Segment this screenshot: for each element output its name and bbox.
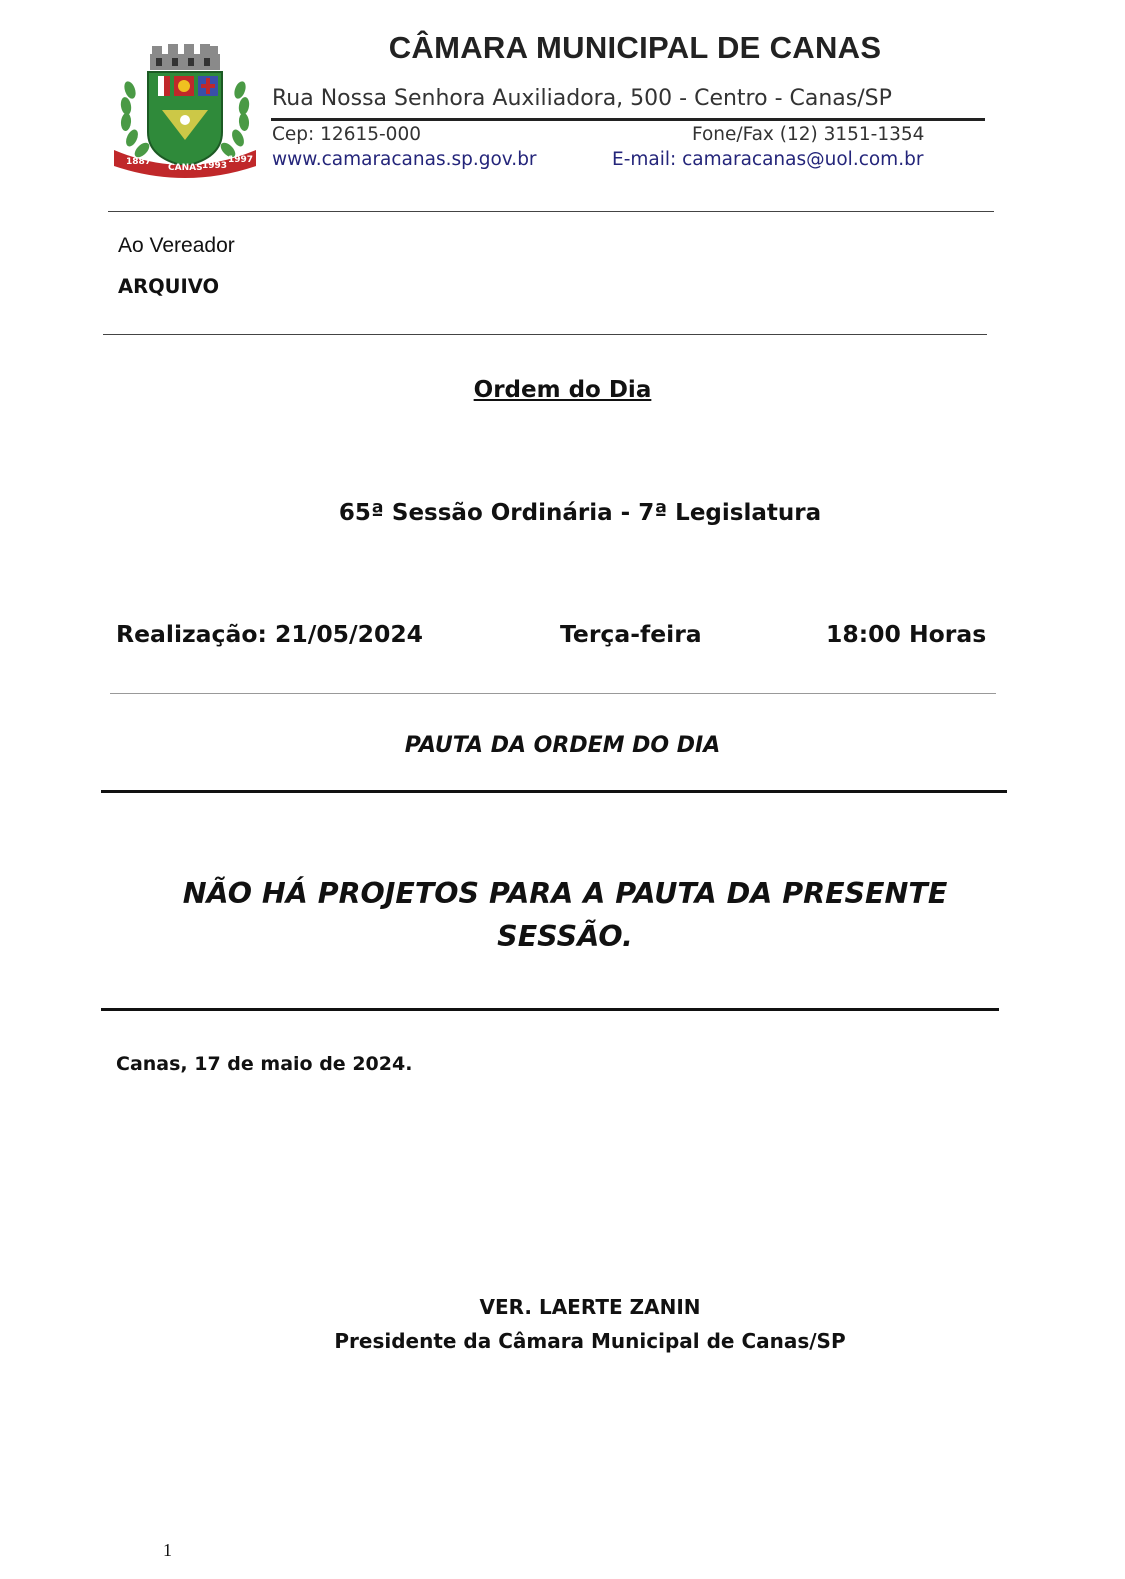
document-title <box>0 377 1125 403</box>
divider-before-agenda <box>110 693 996 694</box>
signer-role: Presidente da Câmara Municipal de Canas/SP <box>334 1329 846 1353</box>
institution-address: Rua Nossa Senhora Auxiliadora, 500 - Centro - Canas/SP <box>272 86 892 111</box>
session-time: 18:00 Horas <box>826 620 987 648</box>
session-date: Realização: 21/05/2024 <box>116 620 424 648</box>
institution-title: CÂMARA MUNICIPAL DE CANAS <box>388 30 882 65</box>
recipient-label: Ao Vereador <box>118 234 235 257</box>
page-number: 1 <box>163 1540 172 1560</box>
document-title-text: Ordem do Dia <box>473 377 652 403</box>
signer-name: VER. LAERTE ZANIN <box>479 1295 701 1319</box>
crest-city-name: CANAS <box>168 163 203 173</box>
phone-fax: Fone/Fax (12) 3151-1354 <box>692 124 925 145</box>
crest-year-right: 1997 <box>228 155 254 165</box>
mural-crown-icon <box>150 44 220 70</box>
shield-icon <box>148 72 222 166</box>
session-weekday: Terça-feira <box>560 620 702 648</box>
postal-code: Cep: 12615-000 <box>272 124 421 145</box>
recipient-name: ARQUIVO <box>118 275 220 298</box>
email-link[interactable]: E-mail: camaracanas@uol.com.br <box>612 149 924 170</box>
no-projects-notice: NÃO HÁ PROJETOS PARA A PAUTA DA PRESENTE SESSÃO. <box>182 877 948 953</box>
letterhead-rule <box>271 118 985 121</box>
crest-year-mid: 1993 <box>202 161 228 171</box>
divider-agenda-bottom <box>101 1008 999 1011</box>
website-link[interactable]: www.camaracanas.sp.gov.br <box>272 149 537 170</box>
divider-after-letterhead <box>108 211 994 212</box>
municipal-crest-logo <box>112 40 258 180</box>
dateline: Canas, 17 de maio de 2024. <box>116 1053 413 1075</box>
session-info: 65ª Sessão Ordinária - 7ª Legislatura <box>338 500 822 526</box>
divider-agenda-top <box>101 790 1007 793</box>
divider-after-recipient <box>103 334 987 335</box>
crest-year-left: 1887 <box>126 157 152 167</box>
agenda-heading: PAUTA DA ORDEM DO DIA <box>404 733 721 758</box>
